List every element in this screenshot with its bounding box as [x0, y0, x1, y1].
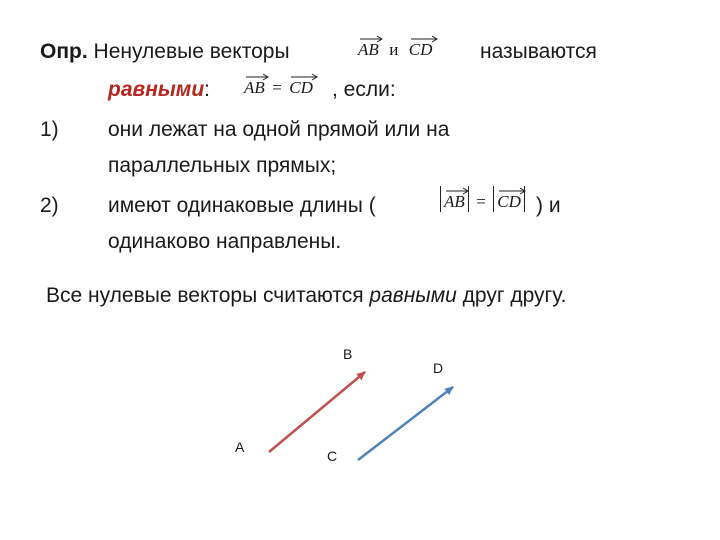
vector-cd-line	[358, 387, 453, 460]
colon: :	[204, 78, 211, 101]
length-ab: AB	[440, 186, 469, 212]
equals-sign: =	[272, 78, 282, 97]
equals-sign: =	[476, 192, 486, 211]
condition-2-number: 2)	[40, 194, 59, 217]
condition-2-line-2: одинаково направлены.	[108, 230, 342, 253]
length-cd: CD	[493, 186, 525, 212]
definition-if: , если:	[332, 78, 396, 101]
condition-1-line-1: они лежат на одной прямой или на	[108, 118, 450, 141]
definition-label: Опр.	[40, 40, 88, 63]
point-a-label: A	[235, 439, 245, 455]
equal-term-italic: равными	[369, 284, 457, 307]
vector-cd-symbol: CD	[409, 34, 433, 60]
conjunction: и	[389, 40, 399, 59]
vector-cd-symbol: CD	[289, 72, 313, 98]
vector-ab-symbol: AB	[358, 34, 379, 60]
point-c-label: C	[327, 448, 338, 464]
condition-2-line-1-post: ) и	[536, 194, 561, 217]
zero-vectors-note: Все нулевые векторы считаются равными друг другу.	[46, 284, 567, 307]
definition-intro: Ненулевые векторы	[93, 40, 290, 63]
definition-called: называются	[480, 40, 597, 63]
vector-ab-symbol: AB	[244, 72, 265, 98]
point-b-label: B	[343, 346, 353, 362]
equal-term: равными	[108, 78, 205, 101]
point-d-label: D	[433, 360, 444, 376]
condition-2-line-1-pre: имеют одинаковые длины (	[108, 194, 376, 217]
condition-1-number: 1)	[40, 118, 59, 141]
vector-ab-line	[269, 372, 365, 452]
condition-1-line-2: параллельных прямых;	[108, 154, 337, 177]
